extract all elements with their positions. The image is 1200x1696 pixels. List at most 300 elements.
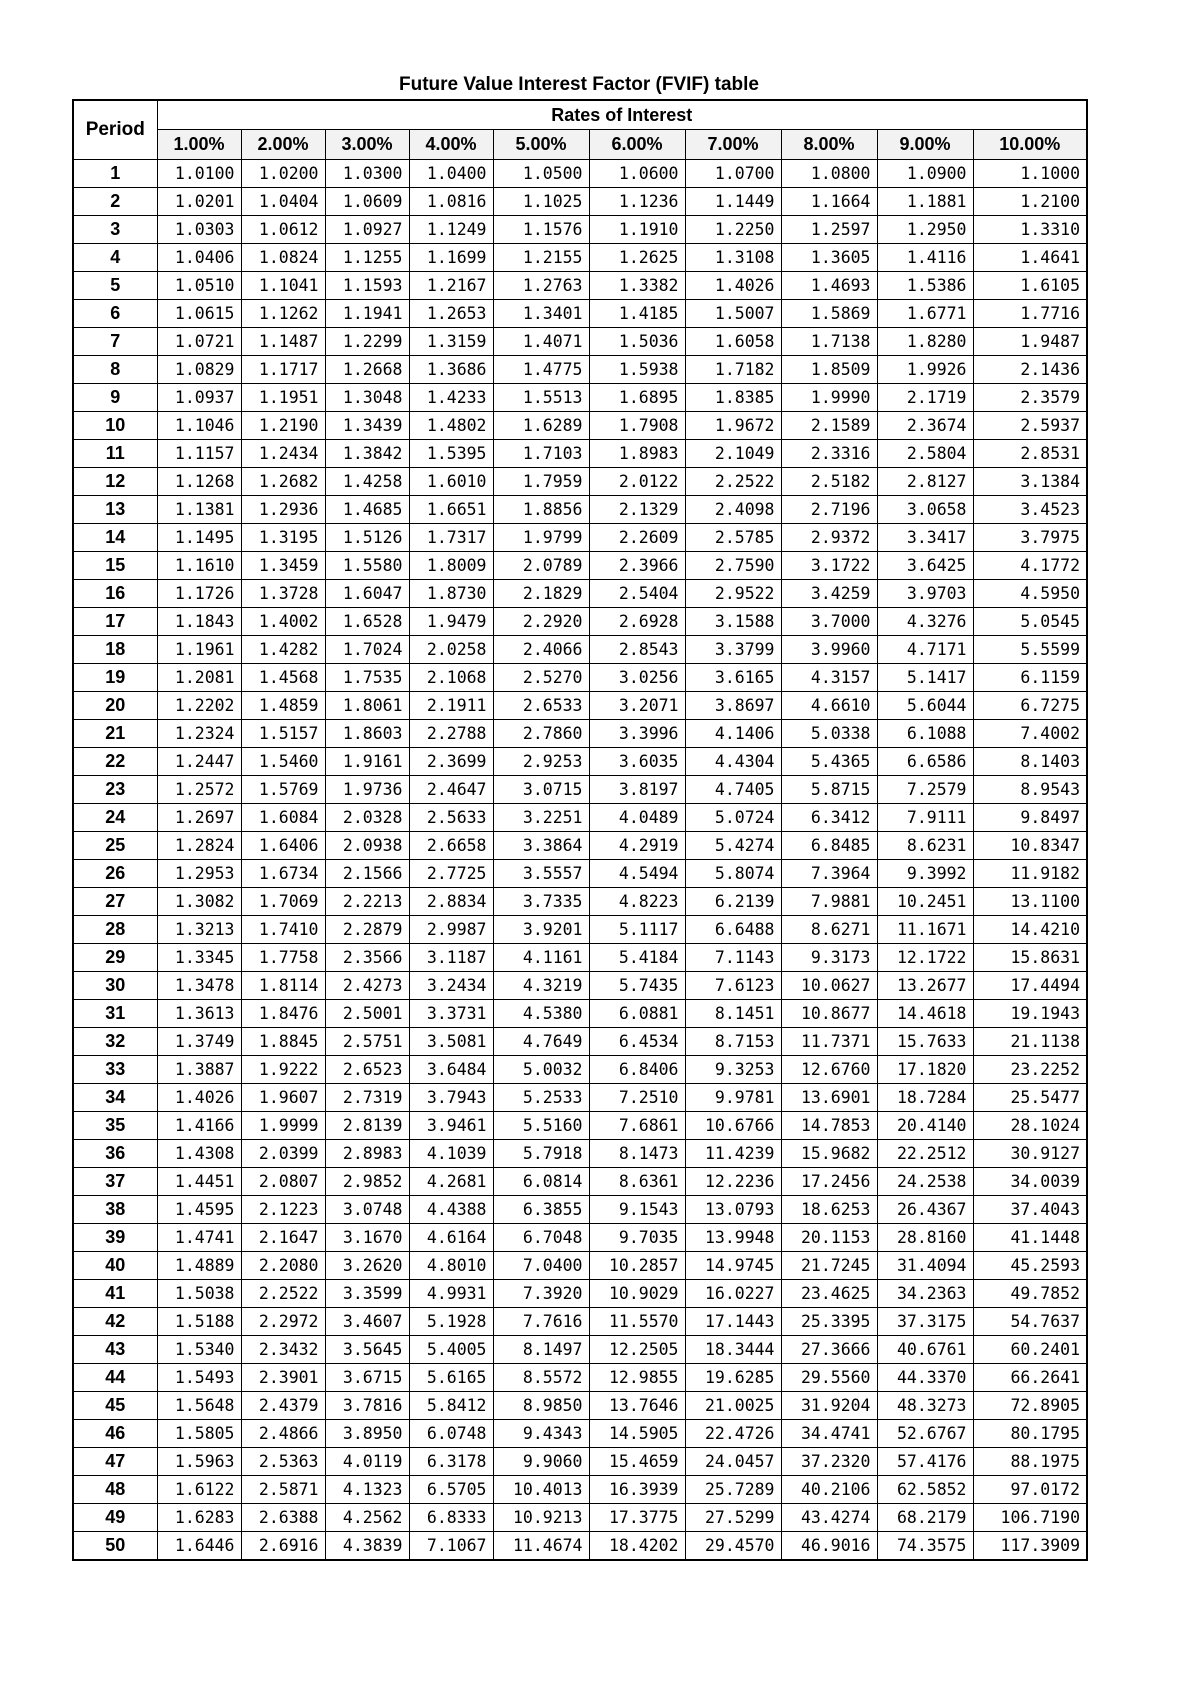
period-cell: 13 xyxy=(73,496,157,524)
factor-cell: 5.7435 xyxy=(589,972,685,1000)
factor-cell: 13.9948 xyxy=(685,1224,781,1252)
factor-cell: 17.1820 xyxy=(877,1056,973,1084)
factor-cell: 24.0457 xyxy=(685,1448,781,1476)
period-cell: 47 xyxy=(73,1448,157,1476)
factor-cell: 8.9543 xyxy=(973,776,1087,804)
factor-cell: 1.3310 xyxy=(973,216,1087,244)
factor-cell: 3.6484 xyxy=(409,1056,493,1084)
factor-cell: 10.4013 xyxy=(493,1476,589,1504)
factor-cell: 1.0800 xyxy=(781,160,877,188)
factor-cell: 2.1647 xyxy=(241,1224,325,1252)
factor-cell: 9.3992 xyxy=(877,860,973,888)
factor-cell: 19.1943 xyxy=(973,1000,1087,1028)
factor-cell: 1.8730 xyxy=(409,580,493,608)
factor-cell: 1.4775 xyxy=(493,356,589,384)
factor-cell: 1.6084 xyxy=(241,804,325,832)
factor-cell: 6.2139 xyxy=(685,888,781,916)
factor-cell: 18.4202 xyxy=(589,1532,685,1561)
period-cell: 24 xyxy=(73,804,157,832)
factor-cell: 1.3605 xyxy=(781,244,877,272)
factor-cell: 2.5804 xyxy=(877,440,973,468)
factor-cell: 22.4726 xyxy=(685,1420,781,1448)
factor-cell: 2.5363 xyxy=(241,1448,325,1476)
factor-cell: 4.1323 xyxy=(325,1476,409,1504)
rate-header: 1.00% xyxy=(157,130,241,160)
factor-cell: 4.3839 xyxy=(325,1532,409,1561)
factor-cell: 1.0937 xyxy=(157,384,241,412)
factor-cell: 1.5938 xyxy=(589,356,685,384)
factor-cell: 1.6895 xyxy=(589,384,685,412)
table-row xyxy=(73,1196,1087,1224)
table-row xyxy=(73,552,1087,580)
factor-cell: 1.0600 xyxy=(589,160,685,188)
factor-cell: 7.3920 xyxy=(493,1280,589,1308)
table-row xyxy=(73,608,1087,636)
factor-cell: 1.5007 xyxy=(685,300,781,328)
factor-cell: 1.7069 xyxy=(241,888,325,916)
period-cell: 49 xyxy=(73,1504,157,1532)
table-row xyxy=(73,524,1087,552)
factor-cell: 1.4685 xyxy=(325,496,409,524)
factor-cell: 4.5950 xyxy=(973,580,1087,608)
factor-cell: 18.7284 xyxy=(877,1084,973,1112)
factor-cell: 1.9222 xyxy=(241,1056,325,1084)
factor-cell: 1.4233 xyxy=(409,384,493,412)
factor-cell: 6.0748 xyxy=(409,1420,493,1448)
factor-cell: 1.9161 xyxy=(325,748,409,776)
factor-cell: 1.5036 xyxy=(589,328,685,356)
table-row xyxy=(73,244,1087,272)
factor-cell: 6.6586 xyxy=(877,748,973,776)
period-cell: 7 xyxy=(73,328,157,356)
factor-cell: 1.3613 xyxy=(157,1000,241,1028)
factor-cell: 48.3273 xyxy=(877,1392,973,1420)
factor-cell: 6.4534 xyxy=(589,1028,685,1056)
factor-cell: 27.5299 xyxy=(685,1504,781,1532)
factor-cell: 2.2879 xyxy=(325,916,409,944)
factor-cell: 21.7245 xyxy=(781,1252,877,1280)
period-cell: 48 xyxy=(73,1476,157,1504)
factor-cell: 1.4185 xyxy=(589,300,685,328)
factor-cell: 7.9881 xyxy=(781,888,877,916)
factor-cell: 1.2100 xyxy=(973,188,1087,216)
factor-cell: 10.6766 xyxy=(685,1112,781,1140)
factor-cell: 11.4239 xyxy=(685,1140,781,1168)
factor-cell: 1.6122 xyxy=(157,1476,241,1504)
factor-cell: 1.6651 xyxy=(409,496,493,524)
factor-cell: 3.3417 xyxy=(877,524,973,552)
factor-cell: 3.3731 xyxy=(409,1000,493,1028)
factor-cell: 3.7335 xyxy=(493,888,589,916)
factor-cell: 1.0609 xyxy=(325,188,409,216)
rate-header: 3.00% xyxy=(325,130,409,160)
factor-cell: 9.3253 xyxy=(685,1056,781,1084)
factor-cell: 8.1497 xyxy=(493,1336,589,1364)
factor-cell: 2.7725 xyxy=(409,860,493,888)
factor-cell: 1.4568 xyxy=(241,664,325,692)
factor-cell: 1.1576 xyxy=(493,216,589,244)
factor-cell: 2.1719 xyxy=(877,384,973,412)
factor-cell: 2.1566 xyxy=(325,860,409,888)
factor-cell: 8.1473 xyxy=(589,1140,685,1168)
factor-cell: 1.6047 xyxy=(325,580,409,608)
factor-cell: 5.0338 xyxy=(781,720,877,748)
factor-cell: 4.8010 xyxy=(409,1252,493,1280)
factor-cell: 4.8223 xyxy=(589,888,685,916)
factor-cell: 7.1067 xyxy=(409,1532,493,1561)
factor-cell: 4.4304 xyxy=(685,748,781,776)
factor-cell: 3.9201 xyxy=(493,916,589,944)
factor-cell: 8.6271 xyxy=(781,916,877,944)
factor-cell: 1.8114 xyxy=(241,972,325,1000)
factor-cell: 40.2106 xyxy=(781,1476,877,1504)
factor-cell: 1.0824 xyxy=(241,244,325,272)
period-cell: 26 xyxy=(73,860,157,888)
factor-cell: 1.9799 xyxy=(493,524,589,552)
factor-cell: 2.9852 xyxy=(325,1168,409,1196)
factor-cell: 1.5386 xyxy=(877,272,973,300)
factor-cell: 31.9204 xyxy=(781,1392,877,1420)
factor-cell: 3.1588 xyxy=(685,608,781,636)
factor-cell: 2.2522 xyxy=(241,1280,325,1308)
period-cell: 36 xyxy=(73,1140,157,1168)
factor-cell: 2.1223 xyxy=(241,1196,325,1224)
factor-cell: 3.3864 xyxy=(493,832,589,860)
factor-cell: 6.7275 xyxy=(973,692,1087,720)
factor-cell: 12.6760 xyxy=(781,1056,877,1084)
factor-cell: 2.3966 xyxy=(589,552,685,580)
period-cell: 15 xyxy=(73,552,157,580)
table-row xyxy=(73,1168,1087,1196)
table-row xyxy=(73,1336,1087,1364)
period-cell: 50 xyxy=(73,1532,157,1561)
table-row xyxy=(73,916,1087,944)
table-row xyxy=(73,692,1087,720)
factor-cell: 2.0122 xyxy=(589,468,685,496)
factor-cell: 44.3370 xyxy=(877,1364,973,1392)
header-row-rates xyxy=(73,100,1087,130)
factor-cell: 5.6165 xyxy=(409,1364,493,1392)
factor-cell: 2.3901 xyxy=(241,1364,325,1392)
factor-cell: 25.3395 xyxy=(781,1308,877,1336)
factor-cell: 2.6658 xyxy=(409,832,493,860)
factor-cell: 7.7616 xyxy=(493,1308,589,1336)
factor-cell: 1.4116 xyxy=(877,244,973,272)
factor-cell: 57.4176 xyxy=(877,1448,973,1476)
factor-cell: 2.7319 xyxy=(325,1084,409,1112)
factor-cell: 9.4343 xyxy=(493,1420,589,1448)
factor-cell: 2.7860 xyxy=(493,720,589,748)
factor-cell: 19.6285 xyxy=(685,1364,781,1392)
factor-cell: 40.6761 xyxy=(877,1336,973,1364)
factor-cell: 1.0406 xyxy=(157,244,241,272)
factor-cell: 1.5805 xyxy=(157,1420,241,1448)
factor-cell: 1.1843 xyxy=(157,608,241,636)
period-cell: 41 xyxy=(73,1280,157,1308)
factor-cell: 1.3459 xyxy=(241,552,325,580)
factor-cell: 1.7716 xyxy=(973,300,1087,328)
factor-cell: 15.8631 xyxy=(973,944,1087,972)
period-cell: 22 xyxy=(73,748,157,776)
period-cell: 33 xyxy=(73,1056,157,1084)
factor-cell: 2.5270 xyxy=(493,664,589,692)
factor-cell: 1.9607 xyxy=(241,1084,325,1112)
factor-cell: 3.0748 xyxy=(325,1196,409,1224)
table-row xyxy=(73,944,1087,972)
factor-cell: 13.7646 xyxy=(589,1392,685,1420)
factor-cell: 14.4210 xyxy=(973,916,1087,944)
table-row xyxy=(73,412,1087,440)
factor-cell: 13.1100 xyxy=(973,888,1087,916)
factor-cell: 1.1046 xyxy=(157,412,241,440)
factor-cell: 1.8845 xyxy=(241,1028,325,1056)
factor-cell: 1.0927 xyxy=(325,216,409,244)
factor-cell: 2.8983 xyxy=(325,1140,409,1168)
factor-cell: 10.8677 xyxy=(781,1000,877,1028)
factor-cell: 5.1117 xyxy=(589,916,685,944)
factor-cell: 1.0612 xyxy=(241,216,325,244)
factor-cell: 8.7153 xyxy=(685,1028,781,1056)
factor-cell: 20.1153 xyxy=(781,1224,877,1252)
factor-cell: 1.5395 xyxy=(409,440,493,468)
factor-cell: 1.2081 xyxy=(157,664,241,692)
factor-cell: 1.0300 xyxy=(325,160,409,188)
factor-cell: 13.0793 xyxy=(685,1196,781,1224)
table-row xyxy=(73,496,1087,524)
factor-cell: 14.4618 xyxy=(877,1000,973,1028)
factor-cell: 3.2071 xyxy=(589,692,685,720)
factor-cell: 3.5557 xyxy=(493,860,589,888)
period-cell: 28 xyxy=(73,916,157,944)
factor-cell: 1.6771 xyxy=(877,300,973,328)
factor-cell: 4.5494 xyxy=(589,860,685,888)
factor-cell: 1.2625 xyxy=(589,244,685,272)
factor-cell: 2.1911 xyxy=(409,692,493,720)
table-row xyxy=(73,216,1087,244)
factor-cell: 2.8834 xyxy=(409,888,493,916)
factor-cell: 34.2363 xyxy=(877,1280,973,1308)
factor-cell: 1.6289 xyxy=(493,412,589,440)
table-row xyxy=(73,804,1087,832)
factor-cell: 2.4647 xyxy=(409,776,493,804)
factor-cell: 14.7853 xyxy=(781,1112,877,1140)
factor-cell: 31.4094 xyxy=(877,1252,973,1280)
rate-header: 10.00% xyxy=(973,130,1087,160)
table-row xyxy=(73,1140,1087,1168)
factor-cell: 5.8074 xyxy=(685,860,781,888)
factor-cell: 4.7171 xyxy=(877,636,973,664)
factor-cell: 5.1928 xyxy=(409,1308,493,1336)
period-cell: 6 xyxy=(73,300,157,328)
factor-cell: 4.2919 xyxy=(589,832,685,860)
factor-cell: 7.3964 xyxy=(781,860,877,888)
table-row xyxy=(73,384,1087,412)
factor-cell: 7.2579 xyxy=(877,776,973,804)
factor-cell: 1.6734 xyxy=(241,860,325,888)
period-cell: 40 xyxy=(73,1252,157,1280)
factor-cell: 1.2202 xyxy=(157,692,241,720)
factor-cell: 1.2763 xyxy=(493,272,589,300)
factor-cell: 2.8543 xyxy=(589,636,685,664)
factor-cell: 6.0814 xyxy=(493,1168,589,1196)
header-row-percentages xyxy=(73,130,1087,160)
factor-cell: 2.0807 xyxy=(241,1168,325,1196)
factor-cell: 1.0400 xyxy=(409,160,493,188)
period-cell: 35 xyxy=(73,1112,157,1140)
factor-cell: 2.3316 xyxy=(781,440,877,468)
factor-cell: 4.0489 xyxy=(589,804,685,832)
factor-cell: 5.1417 xyxy=(877,664,973,692)
period-cell: 10 xyxy=(73,412,157,440)
factor-cell: 26.4367 xyxy=(877,1196,973,1224)
factor-cell: 7.4002 xyxy=(973,720,1087,748)
factor-cell: 1.4308 xyxy=(157,1140,241,1168)
factor-cell: 1.4451 xyxy=(157,1168,241,1196)
factor-cell: 1.1726 xyxy=(157,580,241,608)
factor-cell: 1.1255 xyxy=(325,244,409,272)
period-header: Period xyxy=(73,100,157,160)
factor-cell: 24.2538 xyxy=(877,1168,973,1196)
table-row xyxy=(73,1224,1087,1252)
factor-cell: 1.0829 xyxy=(157,356,241,384)
period-cell: 17 xyxy=(73,608,157,636)
factor-cell: 1.1025 xyxy=(493,188,589,216)
factor-cell: 11.1671 xyxy=(877,916,973,944)
factor-cell: 3.8950 xyxy=(325,1420,409,1448)
factor-cell: 2.0258 xyxy=(409,636,493,664)
factor-cell: 4.2562 xyxy=(325,1504,409,1532)
factor-cell: 13.6901 xyxy=(781,1084,877,1112)
factor-cell: 11.7371 xyxy=(781,1028,877,1056)
factor-cell: 2.5785 xyxy=(685,524,781,552)
factor-cell: 1.1717 xyxy=(241,356,325,384)
rate-header: 6.00% xyxy=(589,130,685,160)
factor-cell: 1.2597 xyxy=(781,216,877,244)
factor-cell: 1.8476 xyxy=(241,1000,325,1028)
factor-cell: 5.8412 xyxy=(409,1392,493,1420)
factor-cell: 5.7918 xyxy=(493,1140,589,1168)
factor-cell: 1.5157 xyxy=(241,720,325,748)
factor-cell: 3.2251 xyxy=(493,804,589,832)
factor-cell: 62.5852 xyxy=(877,1476,973,1504)
rates-header: Rates of Interest xyxy=(157,100,1087,130)
factor-cell: 1.4802 xyxy=(409,412,493,440)
factor-cell: 2.2080 xyxy=(241,1252,325,1280)
factor-cell: 15.9682 xyxy=(781,1140,877,1168)
factor-cell: 1.2697 xyxy=(157,804,241,832)
factor-cell: 6.8333 xyxy=(409,1504,493,1532)
factor-cell: 1.1593 xyxy=(325,272,409,300)
factor-cell: 16.0227 xyxy=(685,1280,781,1308)
factor-cell: 4.0119 xyxy=(325,1448,409,1476)
factor-cell: 1.2434 xyxy=(241,440,325,468)
factor-cell: 14.9745 xyxy=(685,1252,781,1280)
table-row xyxy=(73,720,1087,748)
table-row xyxy=(73,468,1087,496)
factor-cell: 1.1449 xyxy=(685,188,781,216)
factor-cell: 12.2505 xyxy=(589,1336,685,1364)
factor-cell: 6.0881 xyxy=(589,1000,685,1028)
factor-cell: 6.1159 xyxy=(973,664,1087,692)
factor-cell: 17.2456 xyxy=(781,1168,877,1196)
factor-cell: 29.5560 xyxy=(781,1364,877,1392)
factor-cell: 8.6361 xyxy=(589,1168,685,1196)
factor-cell: 1.9999 xyxy=(241,1112,325,1140)
factor-cell: 3.1384 xyxy=(973,468,1087,496)
factor-cell: 4.3276 xyxy=(877,608,973,636)
table-row xyxy=(73,188,1087,216)
period-cell: 27 xyxy=(73,888,157,916)
factor-cell: 2.3579 xyxy=(973,384,1087,412)
factor-cell: 3.9461 xyxy=(409,1112,493,1140)
period-cell: 34 xyxy=(73,1084,157,1112)
factor-cell: 28.1024 xyxy=(973,1112,1087,1140)
factor-cell: 1.5513 xyxy=(493,384,589,412)
factor-cell: 6.3855 xyxy=(493,1196,589,1224)
factor-cell: 16.3939 xyxy=(589,1476,685,1504)
factor-cell: 1.7535 xyxy=(325,664,409,692)
factor-cell: 1.2950 xyxy=(877,216,973,244)
factor-cell: 2.1829 xyxy=(493,580,589,608)
table-row xyxy=(73,440,1087,468)
factor-cell: 14.5905 xyxy=(589,1420,685,1448)
factor-cell: 4.4388 xyxy=(409,1196,493,1224)
table-row xyxy=(73,1112,1087,1140)
factor-cell: 1.7758 xyxy=(241,944,325,972)
factor-cell: 1.5460 xyxy=(241,748,325,776)
factor-cell: 4.3157 xyxy=(781,664,877,692)
factor-cell: 1.1000 xyxy=(973,160,1087,188)
factor-cell: 80.1795 xyxy=(973,1420,1087,1448)
factor-cell: 8.9850 xyxy=(493,1392,589,1420)
factor-cell: 1.3195 xyxy=(241,524,325,552)
factor-cell: 2.5182 xyxy=(781,468,877,496)
factor-cell: 1.1262 xyxy=(241,300,325,328)
table-row xyxy=(73,748,1087,776)
factor-cell: 1.3082 xyxy=(157,888,241,916)
factor-cell: 1.2324 xyxy=(157,720,241,748)
factor-cell: 74.3575 xyxy=(877,1532,973,1561)
factor-cell: 2.2972 xyxy=(241,1308,325,1336)
factor-cell: 37.4043 xyxy=(973,1196,1087,1224)
rate-header: 9.00% xyxy=(877,130,973,160)
factor-cell: 9.9781 xyxy=(685,1084,781,1112)
factor-cell: 1.0303 xyxy=(157,216,241,244)
factor-cell: 1.2447 xyxy=(157,748,241,776)
period-cell: 12 xyxy=(73,468,157,496)
factor-cell: 21.0025 xyxy=(685,1392,781,1420)
factor-cell: 12.1722 xyxy=(877,944,973,972)
factor-cell: 1.0510 xyxy=(157,272,241,300)
factor-cell: 1.3686 xyxy=(409,356,493,384)
factor-cell: 2.5751 xyxy=(325,1028,409,1056)
factor-cell: 1.8856 xyxy=(493,496,589,524)
factor-cell: 88.1975 xyxy=(973,1448,1087,1476)
table-row xyxy=(73,1420,1087,1448)
table-row xyxy=(73,636,1087,664)
factor-cell: 4.7649 xyxy=(493,1028,589,1056)
table-row xyxy=(73,1504,1087,1532)
factor-cell: 4.3219 xyxy=(493,972,589,1000)
factor-cell: 1.1268 xyxy=(157,468,241,496)
period-cell: 1 xyxy=(73,160,157,188)
factor-cell: 72.8905 xyxy=(973,1392,1087,1420)
factor-cell: 3.3599 xyxy=(325,1280,409,1308)
period-cell: 42 xyxy=(73,1308,157,1336)
rate-header: 5.00% xyxy=(493,130,589,160)
factor-cell: 1.2155 xyxy=(493,244,589,272)
factor-cell: 6.8485 xyxy=(781,832,877,860)
